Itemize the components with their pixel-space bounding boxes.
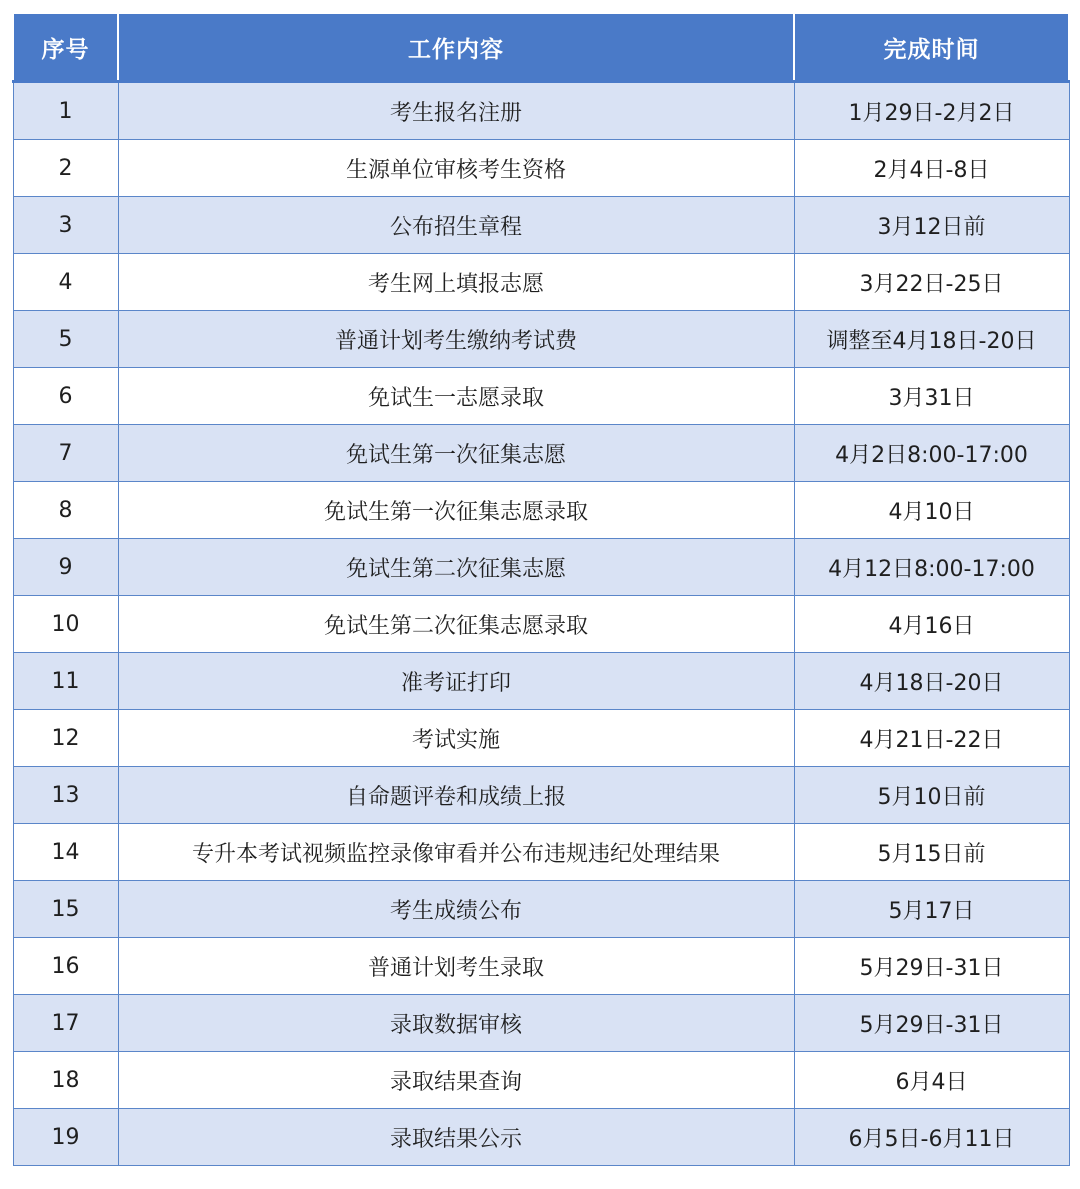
cell-task: 考生网上填报志愿 [118, 254, 794, 311]
cell-seq: 16 [13, 938, 118, 995]
cell-seq: 11 [13, 653, 118, 710]
cell-time: 3月12日前 [794, 197, 1069, 254]
cell-seq: 1 [13, 82, 118, 140]
cell-task: 免试生第一次征集志愿 [118, 425, 794, 482]
cell-seq: 3 [13, 197, 118, 254]
cell-time: 4月18日-20日 [794, 653, 1069, 710]
table-row [13, 824, 1069, 881]
cell-task: 免试生第一次征集志愿录取 [118, 482, 794, 539]
cell-seq: 10 [13, 596, 118, 653]
cell-time: 5月15日前 [794, 824, 1069, 881]
cell-seq: 4 [13, 254, 118, 311]
cell-time: 4月10日 [794, 482, 1069, 539]
cell-task: 生源单位审核考生资格 [118, 140, 794, 197]
header-seq: 序号 [13, 13, 118, 82]
table-row [13, 140, 1069, 197]
cell-time: 4月21日-22日 [794, 710, 1069, 767]
cell-task: 普通计划考生缴纳考试费 [118, 311, 794, 368]
cell-time: 5月29日-31日 [794, 995, 1069, 1052]
table-row [13, 881, 1069, 938]
cell-seq: 5 [13, 311, 118, 368]
cell-seq: 17 [13, 995, 118, 1052]
cell-seq: 2 [13, 140, 118, 197]
cell-seq: 7 [13, 425, 118, 482]
cell-task: 考生报名注册 [118, 82, 794, 140]
cell-task: 录取数据审核 [118, 995, 794, 1052]
table-row [13, 995, 1069, 1052]
table-header [13, 13, 1069, 82]
cell-task: 免试生一志愿录取 [118, 368, 794, 425]
cell-seq: 14 [13, 824, 118, 881]
cell-time: 4月2日8:00-17:00 [794, 425, 1069, 482]
cell-time: 5月29日-31日 [794, 938, 1069, 995]
cell-seq: 18 [13, 1052, 118, 1109]
cell-time: 调整至4月18日-20日 [794, 311, 1069, 368]
table-row [13, 938, 1069, 995]
cell-time: 4月12日8:00-17:00 [794, 539, 1069, 596]
cell-task: 准考证打印 [118, 653, 794, 710]
cell-time: 6月4日 [794, 1052, 1069, 1109]
cell-seq: 8 [13, 482, 118, 539]
cell-seq: 15 [13, 881, 118, 938]
cell-task: 免试生第二次征集志愿录取 [118, 596, 794, 653]
cell-task: 自命题评卷和成绩上报 [118, 767, 794, 824]
cell-task: 录取结果查询 [118, 1052, 794, 1109]
cell-time: 3月31日 [794, 368, 1069, 425]
header-time: 完成时间 [794, 13, 1069, 82]
cell-time: 4月16日 [794, 596, 1069, 653]
cell-seq: 6 [13, 368, 118, 425]
schedule-table [12, 12, 1070, 1166]
cell-time: 5月17日 [794, 881, 1069, 938]
cell-time: 1月29日-2月2日 [794, 82, 1069, 140]
table-row [13, 311, 1069, 368]
cell-task: 考生成绩公布 [118, 881, 794, 938]
cell-task: 普通计划考生录取 [118, 938, 794, 995]
cell-time: 2月4日-8日 [794, 140, 1069, 197]
table-row [13, 767, 1069, 824]
cell-seq: 19 [13, 1109, 118, 1166]
table-row [13, 368, 1069, 425]
table-row [13, 1052, 1069, 1109]
table-row [13, 82, 1069, 140]
table-row [13, 710, 1069, 767]
cell-time: 6月5日-6月11日 [794, 1109, 1069, 1166]
table-row [13, 653, 1069, 710]
cell-seq: 13 [13, 767, 118, 824]
cell-task: 公布招生章程 [118, 197, 794, 254]
cell-time: 5月10日前 [794, 767, 1069, 824]
schedule-table-container [12, 12, 1068, 1166]
table-row [13, 254, 1069, 311]
table-row [13, 482, 1069, 539]
table-body [13, 82, 1069, 1166]
cell-seq: 12 [13, 710, 118, 767]
cell-task: 专升本考试视频监控录像审看并公布违规违纪处理结果 [118, 824, 794, 881]
cell-seq: 9 [13, 539, 118, 596]
cell-task: 免试生第二次征集志愿 [118, 539, 794, 596]
cell-task: 录取结果公示 [118, 1109, 794, 1166]
cell-time: 3月22日-25日 [794, 254, 1069, 311]
table-row [13, 596, 1069, 653]
table-row [13, 425, 1069, 482]
table-row [13, 1109, 1069, 1166]
header-task: 工作内容 [118, 13, 794, 82]
table-row [13, 197, 1069, 254]
table-row [13, 539, 1069, 596]
header-row [13, 13, 1069, 82]
cell-task: 考试实施 [118, 710, 794, 767]
